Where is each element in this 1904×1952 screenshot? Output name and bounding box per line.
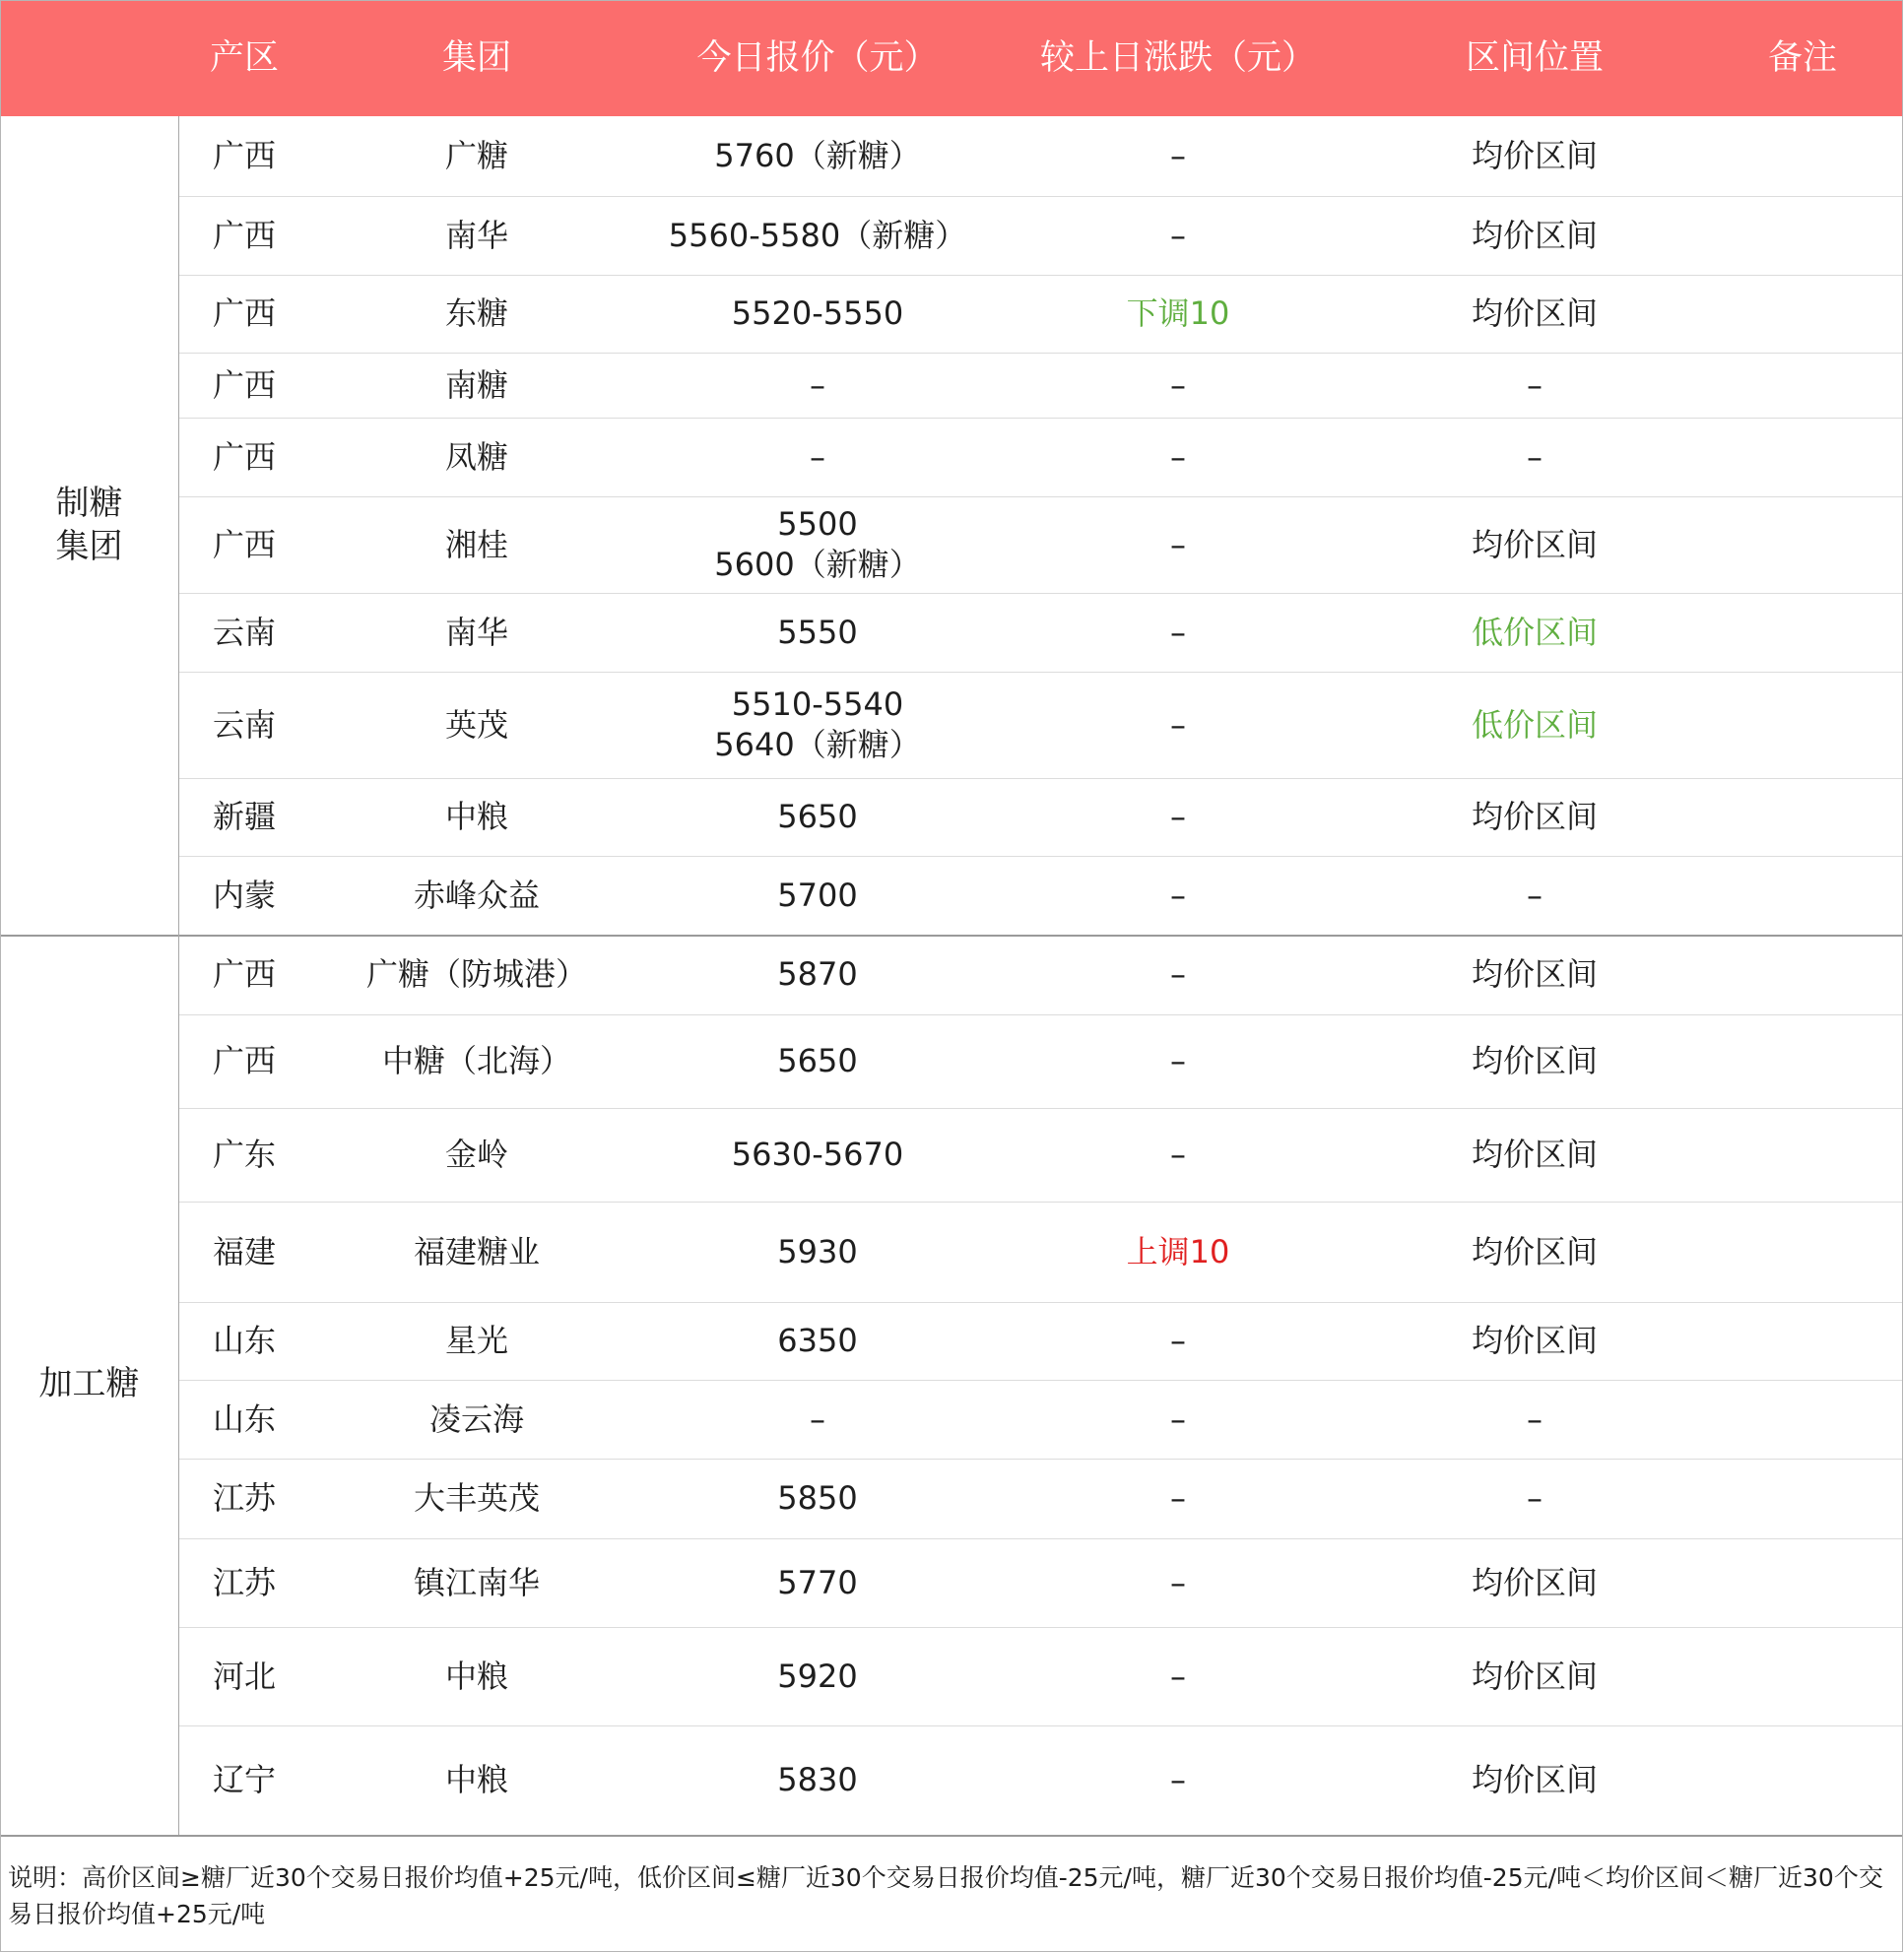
note-cell <box>1645 778 1904 856</box>
price-cell: 5920 <box>777 1657 858 1695</box>
zone-cell: – <box>1527 1399 1543 1438</box>
header-cell: 区间位置 <box>1465 37 1604 78</box>
zone-cell: 均价区间 <box>1471 1563 1598 1601</box>
region-cell: 云南 <box>212 705 276 744</box>
note-cell <box>1645 418 1904 496</box>
region-cell: 辽宁 <box>212 1761 276 1799</box>
region-cell: 广西 <box>212 525 276 563</box>
company-cell: 东糖 <box>444 294 508 333</box>
region-cell: 云南 <box>212 613 276 651</box>
change-cell: – <box>1170 525 1186 563</box>
change-cell: – <box>1170 955 1186 994</box>
note-cell <box>1645 1202 1904 1302</box>
company-cell: 中粮 <box>444 1657 508 1695</box>
company-cell: 星光 <box>444 1322 508 1360</box>
header-cell: 集团 <box>441 37 511 78</box>
region-cell: 河北 <box>212 1657 276 1695</box>
price-cell: 5760（新糖） <box>714 137 921 175</box>
price-cell: 5550 <box>777 613 858 651</box>
price-cell: 5650 <box>777 1042 858 1080</box>
price-cell: 6350 <box>777 1322 858 1360</box>
change-cell: – <box>1170 798 1186 836</box>
zone-cell: 低价区间 <box>1471 613 1598 651</box>
company-cell: 广糖 <box>444 137 508 175</box>
group-label: 制糖 集团 <box>55 483 123 566</box>
price-cell: 5650 <box>777 798 858 836</box>
company-cell: 赤峰众益 <box>413 876 540 914</box>
zone-cell: 均价区间 <box>1471 1232 1598 1270</box>
group-divider <box>0 935 1903 937</box>
note-cell <box>1645 856 1904 935</box>
note-cell <box>1645 1538 1904 1627</box>
price-cell: 5850 <box>777 1479 858 1518</box>
region-cell: 内蒙 <box>212 876 276 914</box>
change-cell: – <box>1170 1136 1186 1174</box>
price-cell: 5510-5540 5640（新糖） <box>714 685 921 763</box>
company-cell: 凌云海 <box>428 1399 524 1438</box>
note-cell <box>1645 593 1904 672</box>
change-cell: – <box>1170 1657 1186 1695</box>
zone-cell: 均价区间 <box>1471 294 1598 333</box>
zone-cell: 均价区间 <box>1471 137 1598 175</box>
zone-cell: 均价区间 <box>1471 1136 1598 1174</box>
zone-cell: 均价区间 <box>1471 216 1598 254</box>
company-cell: 凤糖 <box>444 437 508 476</box>
region-cell: 广西 <box>212 365 276 404</box>
zone-cell: 低价区间 <box>1471 705 1598 744</box>
change-cell: 上调10 <box>1126 1232 1230 1270</box>
zone-cell: – <box>1527 1479 1543 1518</box>
price-cell: – <box>810 437 825 476</box>
region-cell: 新疆 <box>212 798 276 836</box>
region-cell: 江苏 <box>212 1479 276 1518</box>
note-cell <box>1645 196 1904 275</box>
price-cell: 5630-5670 <box>731 1136 904 1174</box>
company-cell: 英茂 <box>444 705 508 744</box>
header-cell: 今日报价（元） <box>696 37 939 78</box>
company-cell: 湘桂 <box>444 525 508 563</box>
region-cell: 福建 <box>212 1232 276 1270</box>
region-cell: 山东 <box>212 1399 276 1438</box>
zone-cell: 均价区间 <box>1471 525 1598 563</box>
change-cell: 下调10 <box>1126 294 1230 333</box>
region-cell: 广西 <box>212 216 276 254</box>
change-cell: – <box>1170 1042 1186 1080</box>
zone-cell: 均价区间 <box>1471 798 1598 836</box>
zone-cell: – <box>1527 365 1543 404</box>
change-cell: – <box>1170 437 1186 476</box>
change-cell: – <box>1170 705 1186 744</box>
zone-cell: – <box>1527 876 1543 914</box>
zone-cell: 均价区间 <box>1471 955 1598 994</box>
footnote-divider <box>0 1835 1903 1837</box>
change-cell: – <box>1170 1761 1186 1799</box>
price-cell: 5930 <box>777 1232 858 1270</box>
zone-cell: 均价区间 <box>1471 1761 1598 1799</box>
footnote: 说明：高价区间≥糖厂近30个交易日报价均值+25元/吨，低价区间≤糖厂近30个交易日报价均值-25元/吨，糖厂近30个交易日报价均值-25元/吨＜均价区间＜糖厂近30个交易日报价均值+25元/吨 <box>8 1863 1883 1928</box>
price-cell: 5560-5580（新糖） <box>668 216 967 254</box>
zone-cell: 均价区间 <box>1471 1657 1598 1695</box>
region-cell: 广西 <box>212 1042 276 1080</box>
note-cell <box>1645 1725 1904 1835</box>
header-cell: 较上日涨跌（元） <box>1039 37 1316 78</box>
note-cell <box>1645 1108 1904 1202</box>
note-cell <box>1645 1627 1904 1725</box>
region-cell: 广西 <box>212 955 276 994</box>
company-cell: 南糖 <box>444 365 508 404</box>
company-cell: 中粮 <box>444 798 508 836</box>
company-cell: 镇江南华 <box>413 1563 540 1601</box>
change-cell: – <box>1170 1563 1186 1601</box>
group-column-divider <box>178 116 179 1835</box>
price-cell: 5770 <box>777 1563 858 1601</box>
note-cell <box>1645 275 1904 353</box>
change-cell: – <box>1170 1322 1186 1360</box>
company-cell: 南华 <box>444 216 508 254</box>
change-cell: – <box>1170 613 1186 651</box>
change-cell: – <box>1170 876 1186 914</box>
region-cell: 广西 <box>212 137 276 175</box>
note-cell <box>1645 1014 1904 1108</box>
company-cell: 福建糖业 <box>413 1232 540 1270</box>
price-cell: 5500 5600（新糖） <box>714 505 921 583</box>
region-cell: 广东 <box>212 1136 276 1174</box>
price-cell: – <box>810 1399 825 1438</box>
company-cell: 南华 <box>444 613 508 651</box>
zone-cell: – <box>1527 437 1543 476</box>
company-cell: 中糖（北海） <box>381 1042 571 1080</box>
change-cell: – <box>1170 1479 1186 1518</box>
note-cell <box>1645 935 1904 1014</box>
zone-cell: 均价区间 <box>1471 1042 1598 1080</box>
note-cell <box>1645 672 1904 778</box>
price-cell: 5870 <box>777 955 858 994</box>
region-cell: 广西 <box>212 294 276 333</box>
region-cell: 江苏 <box>212 1563 276 1601</box>
change-cell: – <box>1170 365 1186 404</box>
company-cell: 大丰英茂 <box>413 1479 540 1518</box>
group-label: 加工糖 <box>38 1364 140 1404</box>
price-cell: 5700 <box>777 876 858 914</box>
region-cell: 广西 <box>212 437 276 476</box>
header-cell: 备注 <box>1767 37 1837 78</box>
zone-cell: 均价区间 <box>1471 1322 1598 1360</box>
note-cell <box>1645 1302 1904 1380</box>
change-cell: – <box>1170 216 1186 254</box>
note-cell <box>1645 1380 1904 1459</box>
price-cell: – <box>810 365 825 404</box>
company-cell: 广糖（防城港） <box>365 955 587 994</box>
price-cell: 5830 <box>777 1761 858 1799</box>
company-cell: 金岭 <box>444 1136 508 1174</box>
change-cell: – <box>1170 1399 1186 1438</box>
price-cell: 5520-5550 <box>731 294 904 333</box>
change-cell: – <box>1170 137 1186 175</box>
note-cell <box>1645 496 1904 593</box>
company-cell: 中粮 <box>444 1761 508 1799</box>
note-cell <box>1645 353 1904 418</box>
note-cell <box>1645 116 1904 196</box>
region-cell: 山东 <box>212 1322 276 1360</box>
header-cell: 产区 <box>209 37 279 78</box>
note-cell <box>1645 1459 1904 1538</box>
